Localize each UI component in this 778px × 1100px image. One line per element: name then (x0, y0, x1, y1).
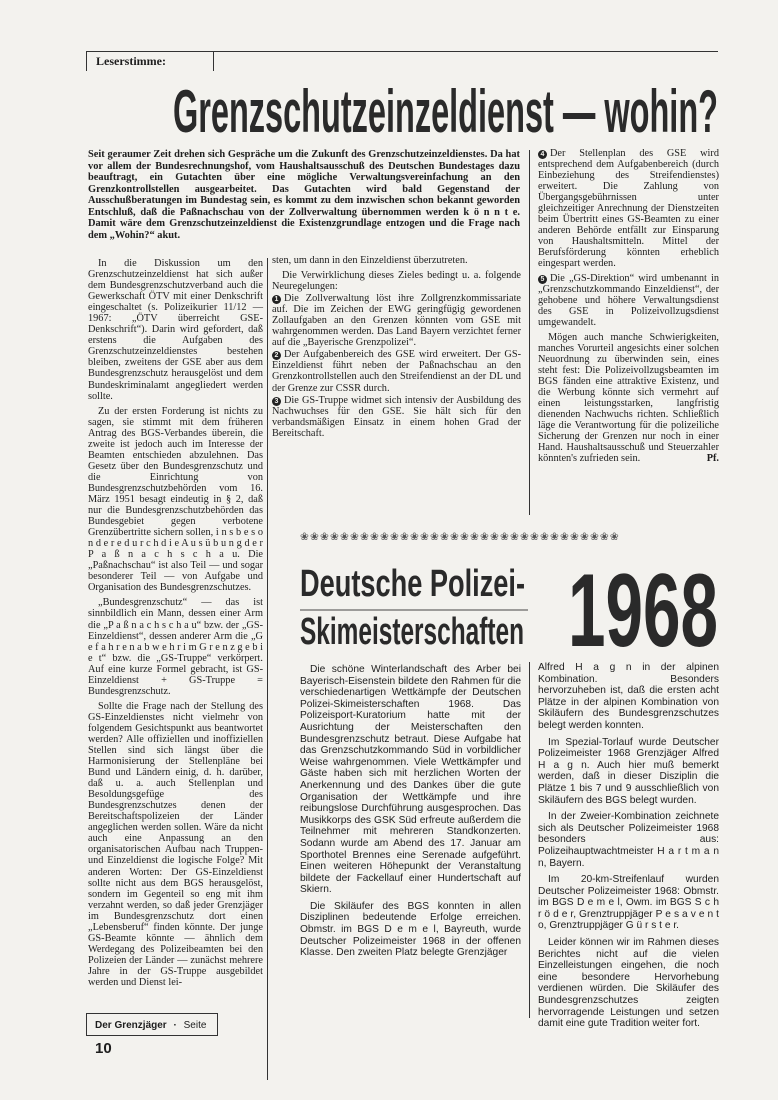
paragraph: Im 20-km-Streifenlauf wurden Deutscher Polizeimeister 1968: Obmstr. im BGS D e m e l, Owm. im BGS S c h r ö d e r, Grenztruppjäger P e s a v e n t o, Grenztruppjäger G ü r s t e r. (538, 874, 719, 932)
paragraph: „Bundesgrenzschutz“ — das ist sinnbildlich ein Mann, dessen einer Arm die „P a ß n a c h s c h a u“ bzw. der „GS-Einzeldienst“, dessen anderer Arm die „G e f a h r e n a b w e h r i m G r e n z g e b i e t“ bzw. die „GS-Truppe“ verkörpert. Auf eine kurze Formel gebracht, ist GS-Einzeldienst + GS-Truppe = Bundesgrenzschutz. (88, 597, 263, 697)
column-divider (529, 150, 530, 515)
article-title-text: Grenzschutzeinzeldienst — wohin? (173, 80, 718, 140)
middle-column (272, 255, 521, 443)
numbered-item (272, 395, 521, 439)
paragraph: Die Verwirklichung dieses Zieles bedingt u. a. folgende Neuregelungen: (272, 270, 521, 293)
paragraph: Die Skiläufer des BGS konnten in allen Disziplinen bedeutende Erfolge erreichen. Obmstr. im BGS D e m e l, Bayreuth, wurde Deutscher Polizeimeister 1968 in der offenen Klasse. Den zweiten Platz belegte Grenzjäger (300, 900, 521, 959)
numbered-bullet-icon: 3 (272, 397, 281, 406)
item-text: Der Aufgabenbereich des GSE wird erweitert. Der GS-Einzeldienst führt neben der Paßnachschau an den Grenzkontrollstellen auch den Streifendienst an der DL und der Grenze zur CSSR durch. (272, 349, 521, 394)
paragraph: In die Diskussion um den Grenzschutzeinzeldienst hat sich außer dem Bundesgrenzschutzverband auch die Gewerkschaft ÖTV mit einer Denkschrift eingeschaltet (s. Polizeikurier 11/12 — 1967: „ÖTV überreicht GSE-Denkschrift“). Darin wird gefordert, daß erstens die Aufgaben des Grenzschutzeinzeldienstes bestehen bleiben, zweitens der GSE aber aus dem Bundesgrenzschutz herausgelöst und dem Bundeskriminalamt angegliedert werden sollte. (88, 258, 263, 402)
closing-text: Mögen auch manche Schwierigkeiten, manches Vorurteil angesichts einer solchen Neuordnung zu überwinden sein, eines steht fest: Die Polizeivollzugsbeamten im BGS fänden eine attraktive Existenz, und die Werbung könnte sich vermehrt auf einen leistungsstarken, langfristig dienenden Nachwuchs richten. Schließlich läge die Verantwortung für die polizeiliche Sicherung der Grenzen nur noch in einer Hand. Haushaltsausschuß und Steuerzahler könnten's zufrieden sein. (538, 331, 719, 465)
numbered-item (272, 293, 521, 348)
right-column (538, 148, 719, 468)
ornament-divider: ❀❀❀❀❀❀❀❀❀❀❀❀❀❀❀❀❀❀❀❀❀❀❀❀❀❀❀❀❀❀❀❀ (300, 531, 620, 543)
page-label: Seite (183, 1020, 207, 1031)
article2-middle-column (300, 664, 521, 964)
numbered-bullet-icon: 5 (538, 275, 547, 284)
paragraph: Sollte die Frage nach der Stellung des GS-Einzeldienstes nicht vielmehr von folgendem Gesichtspunkt aus beantwortet werden? Alle offiziellen und inoffiziellen Stellen sind sich längst über die Harmonisierung der Stellenpläne bei Bund und Ländern einig, d. h. darüber, daß u. a. auch Stellenplan und Besoldungsgefüge des Bundesgrenzschutzes denen der Bereitschaftspolizeien der Länder angeglichen werden sollen. Wäre da nicht auch eine Anpassung an den organisatorischen Aufbau nach Truppen- und Einzeldienst die logische Folge? Mit anderen Worten: Der GS-Einzeldienst sollte nicht aus dem BGS herausgelöst, sondern im Gegenteil so eng mit ihm verzahnt werden, so daß jeder Grenzjäger im Bundesgrenzschutz dort einen „Lebensberuf“ finden könnte. Der junge GS-Beamte könnte — ähnlich dem Werdegang des Polizeibeamten bei den Polizeien der Länder — zunächst mehrere Jahre in der GS-Truppe ausgebildet werden und Dienst lei- (88, 700, 263, 988)
paragraph: Im Spezial-Torlauf wurde Deutscher Polizeimeister 1968 Grenzjäger Alfred H a g n. Auch hier muß bemerkt werden, daß in dieser Disziplin die Plätze 1 bis 7 und 9 ausschließlich von Skiläufern des BGS belegt wurden. (538, 736, 719, 806)
section-kicker: Leserstimme: (86, 52, 214, 71)
item-text: Die Zollverwaltung löst ihre Zollgrenzkommissariate auf. Die im Zeichen der EWG geringfügig gewordenen Zollaufgaben an den Grenzen könnten vom GSE mit wahrgenommen werden. Das Land Bayern verzichtet ferner auf die „Bayerische Grenzpolizei“. (272, 293, 521, 349)
article-lead: Seit geraumer Zeit drehen sich Gespräche um die Zukunft des Grenzschutzeinzeldienstes. Da hat vor allem der Bundesrechnungshof, vom Haushaltsausschuß des Deutschen Bundestages dazu beauftragt, ein Gutachten über eine mögliche Verwaltungsvereinfachung an den Grenzkontrollstellen ausgearbeitet. Das Gutachten wird bald Gegenstand der Ausschußberatungen im Bundestag sein, es kommt zu dem inzwischen schon bekannt geworden Entschluß, daß die Paßnachschau von der Zollverwaltung übernommen werden k ö n n t e. Damit wäre dem Grenzschutzeinzeldienst die Existenzgrundlage entzogen und die Frage nach dem „Wohin?“ akut. (88, 149, 520, 241)
numbered-bullet-icon: 4 (538, 150, 547, 159)
paragraph: sten, um dann in den Einzeldienst überzutreten. (272, 255, 468, 266)
publication-name: Der Grenzjäger (95, 1020, 167, 1031)
paragraph (538, 332, 719, 465)
numbered-bullet-icon: 1 (272, 295, 281, 304)
page-footer (86, 1013, 218, 1057)
paragraph: Leider können wir im Rahmen dieses Berichtes nicht auf die vielen Einzelleistungen eingehen, die noch eine besondere Hervorhebung verdienen würden. Die Skiläufer des Bundesgrenzschutzes zeigten hervorragende Leistungen und setzen damit eine gute Tradition weiter fort. (538, 937, 719, 1030)
item-text: Die „GS-Direktion“ wird umbenannt in „Grenzschutzkommando Einzeldienst“, der gehobene und höhere Verwaltungsdienst des GSE in Polizeivollzugsdienst umgewandelt. (538, 272, 719, 328)
paragraph: Alfred H a g n in der alpinen Kombination. Besonders hervorzuheben ist, daß die ersten acht Plätze in der alpinen Kombination von Skiläufern des Bundesgrenzschutzes belegt werden konnten. (538, 662, 719, 731)
numbered-item (538, 273, 719, 328)
year-text: 1968 (568, 562, 718, 652)
column-divider (529, 662, 530, 1018)
footer-separator: · (173, 1020, 177, 1031)
numbered-item (538, 148, 719, 270)
numbered-bullet-icon: 2 (272, 351, 281, 360)
paragraph: Die schöne Winterlandschaft des Arber bei Bayerisch-Eisenstein bildete den Rahmen für die verschiedenartigen Wettkämpfe der Deutschen Polizei-Skimeisterschaften 1968. Das Polizeisport-Kuratorium hatte mit der Ausrichtung der Meisterschaften den Bundesgrenzschutz betraut. Diese Aufgabe hat das Grenzschutzkommando Süd in vorbildlicher Weise wahrgenommen. Viele Wettkämpfer und Gäste haben sich mit herzlichen Worten der Anerkennung und des Dankes über die gute Organisation der Wettkämpfe und ihre reibungslose Durchführung ausgesprochen. Das Musikkorps des GSK Süd erfreute außerdem die Teilnehmer mit mehreren Standkonzerten. Sodann wurde am Abend des 17. Januar am Sporthotel Brennes eine Serenade aufgeführt. Einen weiteren Höhepunkt der Veranstaltung bildete der Fackellauf einer Hundertschaft auf Skiern. (300, 664, 521, 896)
article2-year (566, 562, 722, 652)
page-number: 10 (95, 1040, 112, 1057)
author-signature: Pf. (706, 453, 719, 465)
paragraph: In der Zweier-Kombination zeichnete sich als Deutscher Polizeimeister 1968 besonders aus: Polizeihauptwachtmeister H a r t m a n n, Bayern. (538, 811, 719, 869)
article2-right-column (538, 662, 719, 1035)
column-divider (267, 258, 268, 1080)
article-title (170, 80, 720, 140)
item-text: Die GS-Truppe widmet sich intensiv der Ausbildung des Nachwuchses für den GSE. Sie hält sich für den verbandsmäßigen Einsatz in einem hohen Grad der Bereitschaft. (272, 394, 521, 439)
item-text: Der Stellenplan des GSE wird entsprechend dem Aufgabenbereich (durch Einbeziehung des Streifendienstes) erweitert. Die Zahlung von Übergangsgebührnissen unter gleichzeitiger Anrechnung der Dienstzeiten beim Übertritt eines GS-Beamten zu einer anderen Behörde entfällt zur Einsparung von Haushaltsmitteln. Mittel der Berufsförderung könnten erheblich eingespart werden. (538, 148, 719, 270)
article2-title (298, 560, 530, 650)
article2-title-line2: Skimeisterschaften (300, 611, 524, 650)
left-column (88, 258, 263, 992)
article2-title-line1: Deutsche Polizei- (300, 563, 525, 605)
paragraph: Zu der ersten Forderung ist nichts zu sagen, sie stimmt mit dem früheren Antrag des BGS-Verbandes überein, die zweite ist jedoch auch im Interesse der Beamten entschieden abzulehnen. Das Gesetz über den Bundesgrenzschutz und die Einrichtung von Bundesgrenzschutzbehörden vom 16. März 1951 besagt eindeutig in § 2, daß nur die Bundesgrenzschutzbehörden das Bundesgebiet gegen verbotene Grenzübertritte sichern sollen, i n s b e s o n d e r e d u r c h d i e A u s ü b u n g d e r P a ß n a c h s c h a u. Die „Paßnachschau“ ist also Teil — und sogar besonderer Teil — von Aufgabe und Organisation des Bundesgrenzschutzes. (88, 405, 263, 594)
numbered-item (272, 349, 521, 393)
